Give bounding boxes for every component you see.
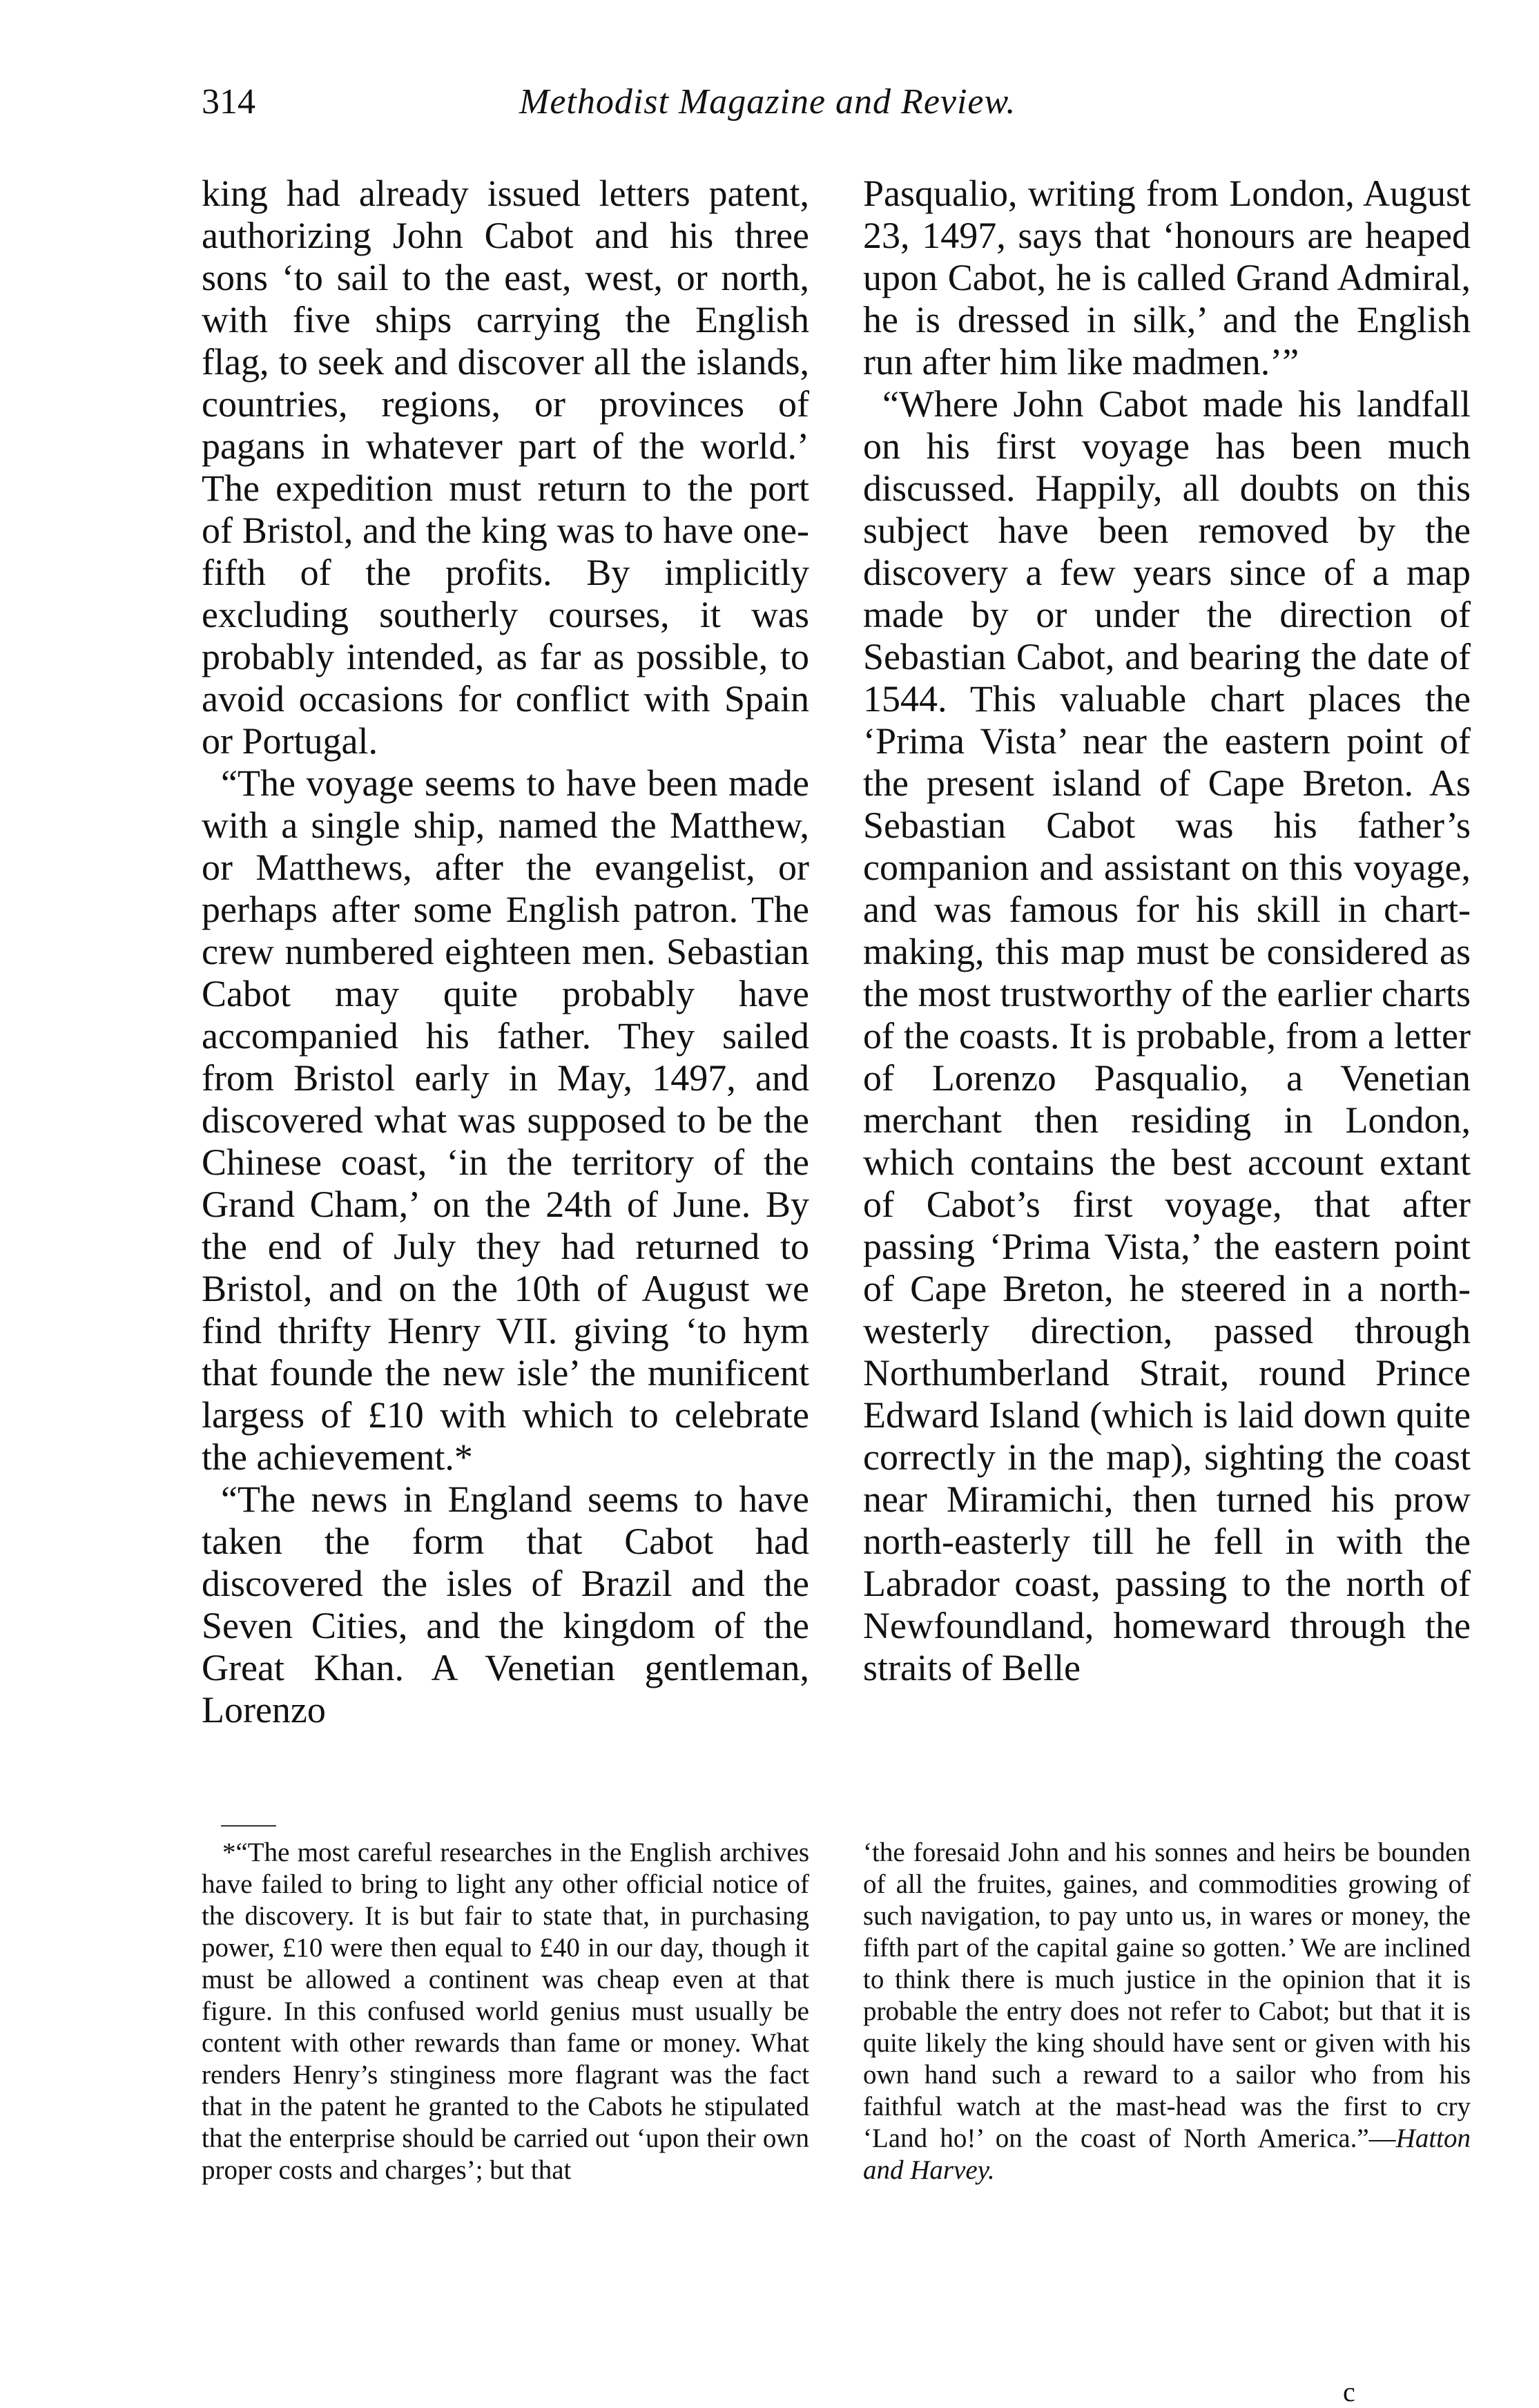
left-paragraph-2: “The voyage seems to have been made with a single ship, named the Matthew, or Matthews, after the evangelist, or perhaps after some English patron. The crew numbered eighteen men. Sebastian Cabot may quite probably have accompanied his father. They sailed from Bristol early in May, 1497, and discovered what was supposed to be the Chinese coast, ‘in the territory of the Grand Cham,’ on the 24th of June. By the end of July they had returned to Bristol, and on the 10th of August we find thrifty Henry VII. giving ‘to hym that founde the new isle’ the munificent largess of £10 with which to celebrate the achievement.* bbox=[202, 762, 809, 1478]
page-header bbox=[202, 81, 1154, 130]
footnote-attribution: Hatton and Harvey. bbox=[863, 2123, 1471, 2185]
footnote-divider bbox=[221, 1825, 276, 1827]
page-number: 314 bbox=[202, 82, 255, 122]
right-paragraph-2: “Where John Cabot made his landfall on his first voyage has been much discussed. Happily, all doubts on this subject have been removed by the discovery a few years since of a map made by or under the direction of Sebastian Cabot, and bearing the date of 1544. This valuable chart places the ‘Prima Vista’ near the eastern point of the present island of Cape Breton. As Sebastian Cabot was his father’s companion and assistant on this voyage, and was famous for his skill in chart-making, this map must be considered as the most trustworthy of the earlier charts of the coasts. It is probable, from a letter of Lorenzo Pasqualio, a Venetian merchant then residing in London, which contains the best account extant of Cabot’s first voyage, that after passing ‘Prima Vista,’ the eastern point of Cape Breton, he steered in a north-westerly direction, passed through Northumberland Strait, round Prince Edward Island (which is laid down quite correctly in the map), sighting the coast near Miramichi, then turned his prow north-easterly till he fell in with the Labrador coast, passing to the north of Newfoundland, homeward through the straits of Belle bbox=[863, 383, 1471, 1688]
left-paragraph-1: king had already issued letters patent, authorizing John Cabot and his three sons ‘to sail to the east, west, or north, with five ships carrying the English flag, to seek and discover all the islands, countries, regions, or provinces of pagans in whatever part of the world.’ The expedition must return to the port of Bristol, and the king was to have one-fifth of the profits. By implicitly excluding southerly courses, it was probably intended, as far as possible, to avoid occasions for conflict with Spain or Portugal. bbox=[202, 173, 809, 762]
bottom-mark: c bbox=[1343, 2376, 1355, 2407]
left-column bbox=[202, 173, 809, 1731]
right-column bbox=[863, 173, 1471, 1689]
footnote-right bbox=[863, 1837, 1471, 2186]
left-paragraph-3: “The news in England seems to have taken the form that Cabot had discovered the isles of Brazil and the Seven Cities, and the kingdom of the Great Khan. A Venetian gentleman, Lorenzo bbox=[202, 1478, 809, 1731]
right-paragraph-1: Pasqualio, writing from London, August 23, 1497, says that ‘honours are heaped upon Cabot, he is called Grand Admiral, he is dressed in silk,’ and the English run after him like madmen.’” bbox=[863, 173, 1471, 383]
footnote-right-text: ‘the foresaid John and his sonnes and heirs be bounden of all the fruites, gaines, and commodities growing of such navigation, to pay unto us, in wares or money, the fifth part of the capital gaine so gotten.’ We are inclined to think there is much justice in the opinion that it is probable the entry does not refer to Cabot; but that it is quite likely the king should have sent or given with his own hand such a reward to a sailor who from his faithful watch at the mast-head was the first to cry ‘Land ho!’ on the coast of North America.”— bbox=[863, 1838, 1471, 2153]
running-title: Methodist Magazine and Review. bbox=[519, 82, 1016, 122]
footnote-left: *“The most careful researches in the English archives have failed to bring to light any other official notice of the discovery. It is but fair to state that, in purchasing power, £10 were then equal to £40 in our day, though it must be allowed a continent was cheap even at that figure. In this confused world genius must usually be content with other rewards than fame or money. What renders Henry’s stinginess more flagrant was the fact that in the patent he granted to the Cabots he stipulated that the enterprise should be carried out ‘upon their own proper costs and charges’; but that bbox=[202, 1838, 809, 2185]
